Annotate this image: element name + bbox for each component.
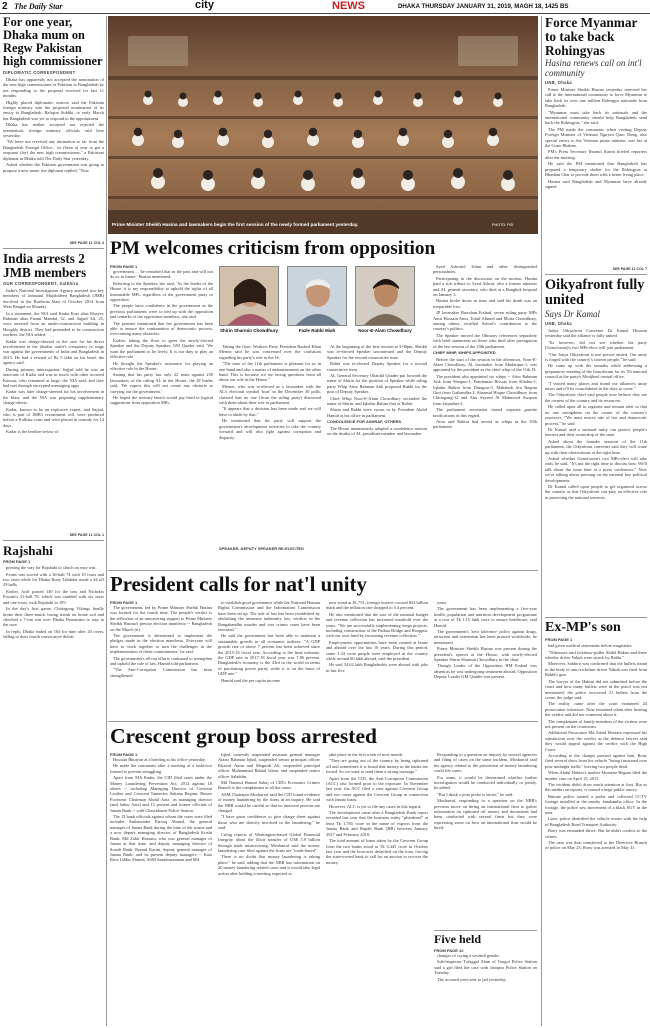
portrait-chief-whip-name: Noor-E-Alam Chowdhury bbox=[358, 328, 412, 333]
left-story-1-headline[interactable]: For one year, Dhaka mum on Regw Pakistan high commissioner bbox=[3, 16, 103, 68]
story-crescent-col-2: Iqbal, currently suspended assistant general manager Atanu Rahman Iqbal, suspended senior principal officer Khairul Amin and Mogurth Ali, suspended principal officer Mohammad Rabiul Islam, and suspended senior officer Saladdin. Md Nazmul Hasnat Sabuj of CID's Economic Crimes Branch is the complainant in all the cases. ASM Chatrapur Mosharraf said the CID found evidence of money laundering by the firms in an inquiry. He said the NBR would be careful so that no innocent persons are charged. "I have great confidence to give charge sheet against those who are directly involved in the laundering," he said. Citing reports of Washington-based Global Financial Integrity about the illicit transfer of US$ 5.9 billion through trade misinvoicing, Mosharraf said the money laundering case filed against the firms are "tooth-based". There is no doubt that money laundering is taking place," he said, adding that the NBR has information on 20 money laundering related cases and it would take legal action after holding a meeting expected to bbox=[218, 752, 320, 876]
story-pm-col-2: Taking the floor, Workers Party President Rashed Khan Menon said he was concerned over the confusion regarding his party's role in the JS. "The state of the 11th parliament is pleasant for us in one hand and also a matter of embarrassment on the other hand. This is because we are facing questions from all about our role in the House." Menon, who was re-elected as a lawmaker with the AL's electoral symbol 'boat' in the December 30 polls, claimed that no one (from the ruling party) discussed with them about their role in parliament. "It appears that a decision has been made and we will have to abide by that." He mentioned that his party will support the government's development activities to take the country forward and will also fight against corruption and disparity. bbox=[219, 344, 321, 440]
five-held-body: FROM PAGE 12 changes of crying a seventh gender. Sub-Inspector Tofaggal Alam of Tongoi Police Station said a girl filed the case with Jatrapur Police Station on Tuesday. The accused were sent to jail yesterday. bbox=[434, 948, 537, 982]
right-story-2-body: Jatiya Oikyafront Convener Dr Kamal Hossain yesterday said the alliance is fully united. "Its however, did not see whether his party (Gonoforum)'s two MPs-elect will join parliament. "Our Jatiya Oikyafront is one person united. Our unity is forged with the country's sixteen people," he said. He came up with the remarks while addressing a preparatory meeting of the Gonoforum for its 7th national council at the party's Motijheel central office. "I visited many places and found our alliance's unity intact and it'll be consolidated in the days to come." The Oikyafront chief said people now believe they are the owners of the country and its resources. He called upon all to organise and remain alert so that no one strengthens on the owner of the country's resources. "We must restore rule of law and democratic process," he said. Dr Kamal said a national unity can protect people's interest and their ownership of the state. Asked about the founder sessions of the 11th parliament, the Oikyafront convener said they will come up with their observations at the right time. Asked whether Gonoforum's two MPs-elect will take oath, he said, "It's not the right time to discuss how. We'll talk about the issue later at a press conference." Now we're talking about pressing on the national key political developments. Dr Kamal called upon people to get organised across the country as that Oikyafront can play an effective role in protecting the national interests. bbox=[545, 328, 647, 500]
story-pm-col-1: FROM PAGE 1 government ... 'he remarked that in the past and will not do so in future,' Hasina mentioned. Referring to the Speaker, she said, 'As the leader of the House, it is my responsibility to uphold the rights of all honourable MPs, regardless of the government party or opposition.' The people have confidence in the government as the previous parliaments were so tied up with the opposition and remarks of the opposition members, she said. The premier mentioned that her government has been able to ensure the continuation of democratic process, overcoming many obstacles. Earlier, taking the floor to greet the newly-elected Speaker and the Deputy Speaker, GM Quader said, 'We want the parliament to be lively. It is our duty to play an effective role.' He thought the Speaker's assistance for playing an effective role in the House. Stating that his party has only 22 seats against 258 lawmakers of the ruling AL in the House, the JP leader said, 'We expect this will not create any obstacle to carrying out the government.' He hoped the treasury bench would pay heed to logical suggestions from opposition MPs. bbox=[110, 264, 213, 406]
portrait-chief-whip bbox=[355, 266, 415, 326]
left-story-3-kicker: FROM PAGE 1 bbox=[3, 559, 31, 565]
story-president-col-4: years. The government has been implementing a five-year health, population and nutrition development programme at a cost of Tk 1.15 lakh crore to ensure healthcare, said Hamid. The government's 'zero tolerance' policy against drugs, terrorism and extremism has been praised worldwide, he mentioned. Prime Minister Sheikh Hasina was present during the president's speech at the House, with newly-elected Speaker Shirin Sharmin Chowdhury in the chair. Though Leader of the Opposition HM Ershad was absent as he was undergoing treatment abroad, Opposition Deputy Leader GM Quader was present. bbox=[434, 600, 537, 680]
parliament-scene bbox=[108, 16, 538, 234]
story-crescent-col-1: FROM PAGE 1 Hossain Bhuiyan at a briefing at his office yesterday. He made the comments after a meeting of a taskforce formed to prevent smuggling. Apart from MA Kader, the CID filed cases under the Money Laundering Prevention Act, 2012 against 18 others -- including Managing Director of Crescent Leather and Crescent Tanneries Sultana Begum, Rimex Footwear Chairman Abdul Aziz, its managing director (and father Aziz) and 13 present and former officials of Janata Bank -- with Chawkbazar Police Station. The 13 bank officials against whom the cases were filed includes Ambassador Farooq Ahmed, the general manager of Janata Bank during the time of the scams and a now deputy managing director of Bangladesh Krishi Bank; Md Zakir Hossain, who was general manager of Janata at that time, and deputy managing director of Sonali Bank; Rezaul Karim, deputy general manager of Janata Bank; and its present deputy managers -- Kazi Ross Uddin Ahmed, ASM Saadatuzzaman and Md bbox=[110, 752, 212, 863]
newspaper-logo: The Daily Star bbox=[14, 2, 63, 11]
story-president-col-1: FROM PAGE 1 The government, led by Prime Minister Sheikh Hasina was formed for the fourth time. The people's verdict is the reflection of an unwavering support to Prime Minister Sheikh Hasina's precise election manifesto -- Bangladesh on the March (tt). The government is determined to implement the pledges made in the election manifesto. Everyone will have to work together to turn the challenges in the implementation of these commitments,' he said. The government's all-out efforts continued to strengthen and uphold the rule of law, Hamid told parliament. "The Anti-Corruption Commission has been strengthened bbox=[110, 600, 212, 678]
right-story-1-body: Prime Minister Sheikh Hasina yesterday renewed her call to the international community to force Myanmar to take back its over one million Rohingya nationals from Bangladesh. "Myanmar must take back its nationals and the international community should help Bangladesh send back the Rohingyas," she said. The PM made the comments when visiting Deputy Foreign Minister of Vietnam Nguyen Quoc Dung, also special envoy to the Vietnam prime minister, met her at the Gono Bhaban. PM's Press Secretary Ihsanul Karim briefed reporters after the meeting. He said the PM mentioned that Bangladesh has prepared a temporary shelter for the Rohingyas at Bhashan Char to provide them with a better living place. Hasina said Bangladesh and Myanmar have already signed bbox=[545, 87, 647, 189]
right-story-3-headline[interactable]: Ex-MP's son bbox=[545, 620, 621, 635]
right-story-3-body: had given medical statements before magistrate. "Witnesses said rickshaw-puller Abdul Hakim and three wheeler driver Yakub were struck by Rabbi." Moreover, Sabbiru was confirmed that the bullets found in the body of auto-rickshaw driver Yakub was fired from Rabbi's gun. The lawyer of the Hakim did not submitted before the court and how many bullets were in the pistol was not mentioned; the police recovered 21 bullets from the scene, the judge said. The reality came after the court examined 24 prosecution witnesses. Nine remained silent after hearing the verdict and did not comment about it. The complainant of family members of the victims were not present on the courtroom. Additional Prosecutor Md Zahid Hossain expressed his satisfaction over the verdict as the defence lawyer said they would appeal against the verdict with the High Court. According to the charges pressed against him, Rony fired several shots from his vehicle "being frustrated over post-midnight traffic" leaving two people dead. When Abdul Hakim's mother Momena Begum filed the murder case on April 15, 2015. The incident didn't draw much attention at first. But as the media ran reports, it caused a huge public outcry. Rmtute police started a probe and collected CCTV footage installed at the nearby Janakantha office. In the footage, the police saw movement of a black SUV in the area. Later, police identified the vehicle owner with the help of Bangladesh Road Transport Authority. Rony was remanded thrice. But he didn't confess to the crimes. The case was then transferred to the Detective Branch of police on May 23; Rony was arrested in May 31. bbox=[545, 643, 647, 851]
story-president-headline[interactable]: President calls for nat'l unity bbox=[110, 573, 367, 596]
photo-credit: PHOTO: PID bbox=[492, 223, 514, 227]
right-story-1-headline[interactable]: Force Myanmar to take back Rohingyas bbox=[545, 16, 638, 58]
photo-caption: Prime Minister Sheikh Hasina and lawmakers begin the first session of the newly formed parliament yesterday. bbox=[112, 222, 359, 227]
left-story-1-body: Dhaka has apparently not accepted the nomination of the new high commissioner of Pakistan to Bangladesh by not responding to the proposal received for last 11 months. Highly placed diplomatic sources said the Pakistan foreign ministry sent the proposed nomination of its envoy to Bangladesh, Rafiqim Siddiki, to early March but Bangladesh was yet to respond to the appointment. Dhaka has neither accepted nor rejected the nomination, foreign ministry officials said here yesterday. "We have not received any intimation so far from the Bangladesh Foreign Office... its (been a) year to get a response (for) the new high commissioner," a Pakistani diplomat in Dhaka told The Daily Star yesterday. Asked whether the Pakistan government was going to propose a new name, the diplomat replied, "Now bbox=[3, 77, 104, 173]
parliament-photo bbox=[108, 16, 538, 234]
right-story-1-byline: UNB, Dhaka bbox=[545, 80, 572, 85]
left-column bbox=[3, 16, 104, 1026]
story-crescent-col-3: take place in the first week of next month. "They are going out of the country by being siphoned off and sometimes it is found that money in the banks are looted. So we want to send them a strong message." Apart from the CID, the Anti-Corruption Commission (ACC) also formed prior to the exposure. In November last year, the ACC filed a case against Crescent Group and two cases against the Crescent Group in connection with Janata loans. However, ACC is yet to file any cases in this regard. The development came after a Bangladesh Bank report revealed last year that the business entity "plundered" at least Tk 1,765 crore in the name of exports from the Janata Bank and Rupali Bank [BB] between January 2017 and February 2018. The total amount of loans taken by the Crescent Group from the two banks stood at Tk 3,445 crore in October last year and the borrower defaulted on the loan, forcing the state-owned bank to call for an auction to recover the money. bbox=[326, 752, 428, 865]
left-story-1-byline: DIPLOMATIC CORRESPONDENT bbox=[3, 70, 76, 75]
right-column bbox=[545, 16, 647, 1026]
subhead-speaker-reelected: SPEAKER, DEPUTY SPEAKER RE-ELECTED bbox=[219, 546, 304, 551]
news-label: NEWS bbox=[332, 0, 365, 12]
portrait-deputy-name: Fazle Rabbi Miah bbox=[298, 328, 336, 333]
portrait-speaker-name: Shirin Sharmin Chowdhury bbox=[219, 328, 278, 333]
story-pm-col-4: Syed Ashraful Islam and other distinguished personalities. Participating in the discussion on the motion, Hasina paid a rich tribute to Syed Ashraf, also a former minister and AL general secretary, who died at a Bangkok hospital on January 3. Hasina broke down in tears and said his death was an irreparable loss. JP lawmaker Rawshan Ershad, seven ruling party MPs Amir Hossain Amu, Tofail Ahmed and Motia Chowdhury, among others, recalled Ashraf's contribution to the country's politics. The Speaker moved the Obituary references separately with brief statements on those who died after prorogation of the last session of the 10th parliament. CHIEF WHIP, WHIPS APPOINTED Before the start of the session in the afternoon, Noor-E-Alam Chowdhury, AL lawmaker from Madaripur-1, was appointed by the president as the chief whip of the 11th JS. The president also appointed six whips -- Atiur Rahman Atik from Sherpur-1, Panchanan Biswas from Khulna-1, Iqbalur Rahim from Dinajpur-3, Mahabub Ara Begum Gini from Gaibandha-2, Shamsul Hoque Chowdhury from Chittagong-12 and Abu Sayeed Al Mahmood Swapon from Jaipurhat-2. The parliament secretariat issued separate gazette notifications in this regard. Atiur and Rahim had served as whips in the 10th parliament. bbox=[433, 264, 537, 430]
dateline: DHAKA THURSDAY JANUARY 31, 2019, MAGH 18, 1425 BS bbox=[398, 3, 569, 10]
left-story-2-byline: OUR CORRESPONDENT, Satkhira bbox=[3, 281, 79, 286]
right-story-2-deck: Says Dr Kamal bbox=[545, 309, 601, 319]
masthead bbox=[0, 0, 650, 14]
left-story-2-body: India's National Investigation Agency arrested two key members of Jamaatul Mujahideen Bangladesh (JMB) involved in the Burdwan blast of October 2014 from West Bengal on Monday. In a statement, the NIA said Kadar Kazi alias Khayer, Rahman alias Farani Mandal, 32, and Sajjad Ali, 25, were arrested from an under-construction building in Hooghly district. They had pretended to be construction workers, the NIA added. Kadar was charge-sheeted in the case for his direct involvement in the jihadist outfit's conspiracy to wage war against the governments of India and Bangladesh in 2013. He had a reward of Rs 5 lakh on his head, the agency said. During primary interrogation, Sajjad told he was an associate of Kadar and was in touch with other accused Kawsar, who remained at large; the NIA said, and they had met through encrypted messaging apps. Kadar was later charge-sheeted for his involvement in the blast, and the NIA was preparing supplementary charge-sheets. Kadar, known to be an explosive expert, and Sajjad, who is part of JMB's recruitment cell, were produced before a Kolkata court and were placed in custody for 14 days. Kadar is the brother-in-law of bbox=[3, 288, 104, 435]
right-story-1-deck: Hasina renews call on int'l community bbox=[545, 58, 642, 78]
left-story-1-jump[interactable]: SEE PAGE 11 COL 4 bbox=[69, 241, 104, 245]
left-story-2-headline[interactable]: India arrests 2 JMB members bbox=[3, 251, 87, 280]
story-president-col-2: to establish good governance while the National Human Rights Commission and the Information Commission have been set up. The rule of law has been established by abolishing the immense indemnity law, verdicts in the Bangabandhu murder and war crimes cases have been executed." He said the government has been able to maintain a sustainable growth in all economic indexes. "A GDP growth rate of above 7 percent has been achieved since the 2015-16 fiscal year. According to the final estimate, the GDP rate in 2017-18 fiscal year was 7.86 percent. Bangladesh's economy is the 43rd in the world in terms of purchasing power parity while it is on the basis of GDP rate." Hamid said the per capita income bbox=[218, 600, 320, 683]
story-crescent-col-4: Responding to a question on inquiry by several agencies and filing of cases on the same incident, Mosharraf said his agency related to the prevention of money laundering could file cases. For some, it would be determined whether further investigation would be conducted individually or jointly, he added. "But I think a joint probe is better," he said. Mosharraf, responding to a question on the NBR's previous move on hiring an international firm to gather information on siphoned off money and documents had been conducted with several firms but they were expressing some on how an international firm would be hired. bbox=[434, 752, 537, 831]
portrait-speaker bbox=[219, 266, 279, 326]
left-story-2-jump[interactable]: SEE PAGE 11 COL 1 bbox=[69, 533, 104, 537]
page-number: 2 bbox=[2, 1, 8, 12]
story-crescent-headline[interactable]: Crescent group boss arrested bbox=[110, 724, 377, 748]
right-story-2-byline: UNB, Dhaka bbox=[545, 321, 572, 326]
portrait-deputy-speaker bbox=[287, 266, 347, 326]
right-story-2-headline[interactable]: Oikyafront fully united bbox=[545, 277, 645, 308]
right-story-3-kicker: FROM PAGE 1 bbox=[545, 637, 573, 643]
right-story-1-jump[interactable]: SEE PAGE 11 COL 7 bbox=[612, 267, 647, 271]
five-held-headline[interactable]: Five held bbox=[434, 932, 481, 946]
story-pm-col-3: At the beginning of the first session at 3:00pm, Sheikh was re-elected Speaker uncontested and the Deputy Speaker for the second consecutive time. Rabbi was re-elected Deputy Speaker for a second consecutive term. AL General Secretary Obaidul Quader put forward the name of Shirin for the position of Speaker while ruling party Whip Atiur Rahman Atik proposed Rabbi for the post of Deputy Speaker. Chief Whip Noor-E-Alam Chowdhury seconded the name of Shirin, and Iqbalur Rahim that of Rabbi. Shirin and Rabbi were sworn in by President Abdul Hamid at his office in parliament. CONDOLENCE FOR ASHRAF, OTHERS The House unanimously adopted a condolence motion on the deaths of AL presidium member and lawmaker bbox=[327, 344, 427, 437]
story-president-col-3: now stood at $1,751; foreign reserve crossed $32 billion mark and the inflation rate dropped to 5.4 percent. He also mentioned that the size of the national budget and revenue collection has increased manifold over the years. "We are successfully implementing mega projects, including construction of the Padma Bridge and Rooppur, with our own fund by increasing revenue collection." Employment opportunities have been created at home and abroad over the last 10 years. During this period, some 1.34 crore people were employed in the country while around 60 lakh abroad, said the president. He said 34.62 lakh Bangladeshis were abroad with jobs in last five bbox=[326, 600, 428, 673]
section-label: city bbox=[195, 0, 214, 11]
left-story-3-headline[interactable]: Rajshahi bbox=[3, 543, 53, 558]
left-story-3-body: proving the way for Rajshahi to clinch an easy win. Evans was scored with a 36-ball 74 with 10 fours and two sixes while for Dhaka Rony Talukdar made a 44 off 29 balls. Earlier, Ariff posted 149 for the toss and Nicholas Pooran's 31-ball 78, which was studded with six sixes and one fours, took Rajshahi to 195. In the day's first game, Chittagong Vikings finally broke their three-match losing streak on home soil and clinched a 7-run win over Dhaka Dynamites to stay in the race. In reply, Dhaka ended on 163 for nine after 20 overs, falling to their fourth consecutive defeat. bbox=[3, 565, 104, 640]
story-pm-headline[interactable]: PM welcomes criticism from opposition bbox=[110, 238, 436, 259]
